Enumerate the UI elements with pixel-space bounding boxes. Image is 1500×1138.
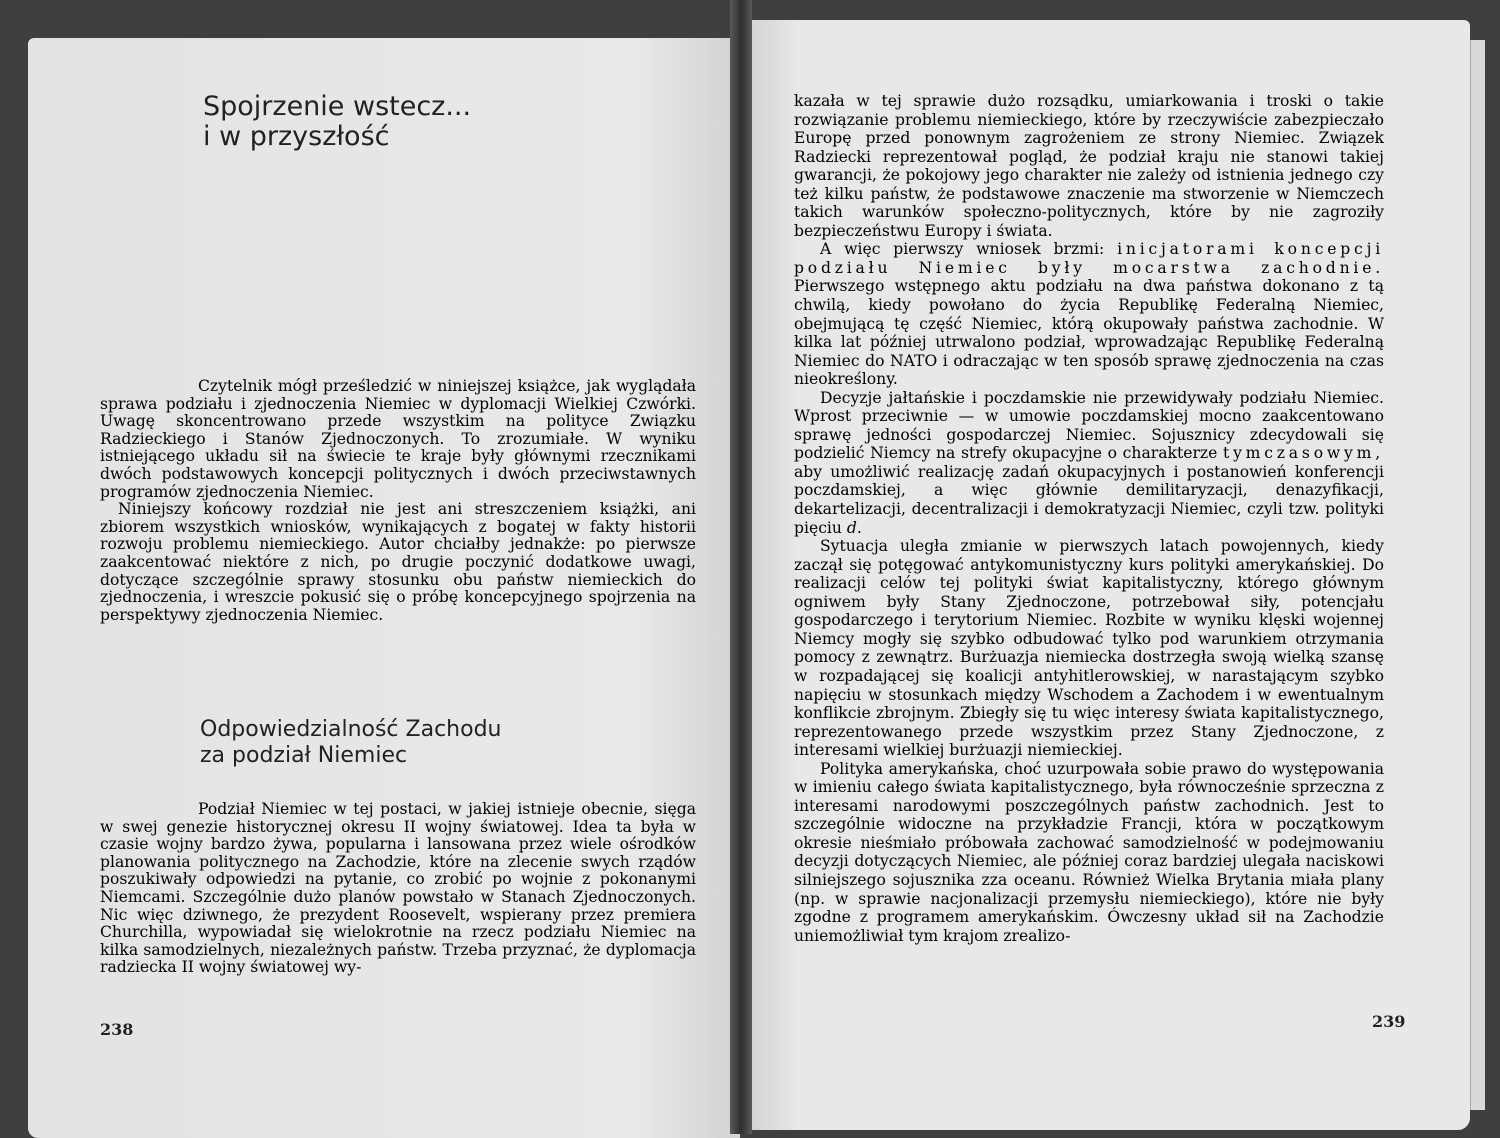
book-gutter [730, 0, 752, 1134]
right-page-text [794, 92, 1384, 945]
emphasized-text: tymczasowym, [1223, 444, 1384, 463]
body-paragraph: Podział Niemiec w tej postaci, w jakiej istnieje obecnie, sięga w swej genezie historycznej okresu II wojny światowej. Idea ta była w czasie wojny bardzo żywa, popularna i lansowana przez wiele ośrodków planowania politycznego na Zachodzie, które na zlecenie swych rządów poszukiwały odpowiedzi na pytanie, co zrobić po wojnie z pokonanymi Niemcami. Szczególnie dużo planów powstało w Stanach Zjednoczonych. Nic więc dziwnego, że prezydent Roosevelt, wspierany przez premiera Churchilla, wypowiadał się wielokrotnie na rzecz podziału Niemiec na kilka samodzielnych, niezależnych państw. Trzeba przyznać, że dyplomacja radziecka II wojny światowej wy- [100, 800, 696, 977]
section-heading [200, 717, 501, 769]
body-paragraph [794, 389, 1384, 537]
emphasized-text: inicjatorami koncepcji podziału Niemiec były mocarstwa zachodnie. [794, 240, 1384, 277]
intro-text [100, 378, 696, 624]
paragraph-text: aby umożliwić realizację zadań okupacyjnych i postanowień konferencji poczdamskiej, a więc głównie demilitaryzacji, denazyfikacji, dekartelizacji, decentralizacji i demokratyzacji Niemiec, czyli tzw. polityki pięciu [794, 462, 1384, 537]
page-number-left: 238 [100, 1020, 134, 1039]
body-paragraph: kazała w tej sprawie dużo rozsądku, umiarkowania i troski o takie rozwiązanie problemu niemieckiego, które by rzeczywiście zabezpieczało Europę przed ponownym zagrożeniem ze strony Niemiec. Związek Radziecki reprezentował pogląd, że podział kraju nie stanowi takiej gwarancji, że pokojowy jego charakter nie zależy od istnienia jednego czy też kilku państw, że podstawowe znaczenie ma stworzenie w Niemczech takich warunków społeczno-politycznych, które by nie zagroziły bezpieczeństwu Europy i świata. [794, 92, 1384, 240]
section-heading-line2: za podział Niemiec [200, 743, 408, 768]
intro-paragraph: Niniejszy końcowy rozdział nie jest ani streszczeniem książki, ani zbiorem wszystkich wniosków, wynikających z bogatej w fakty historii rozwoju problemu niemieckiego. Autor chciałby jednakże: po pierwsze zaakcentować niektóre z nich, po drugie poczynić dodatkowe uwagi, dotyczące szczególnie sprawy stosunku obu państw niemieckich do zjednoczenia, i wreszcie pokusić się o próbę koncepcyjnego spojrzenia na perspektywy zjednoczenia Niemiec. [100, 500, 696, 624]
chapter-heading-line2: i w przyszłość [203, 121, 390, 152]
section-heading-line1: Odpowiedzialność Zachodu [200, 717, 502, 742]
italic-text: d. [846, 518, 862, 537]
paragraph-text: A więc pierwszy wniosek brzmi: [820, 240, 1118, 259]
paragraph-text: Decyzje jałtańskie i poczdamskie nie przewidywały podziału Niemiec. Wprost przeciwnie — w umowie poczdamskiej mocno zaakcentowano sprawę jedności gospodarczej Niemiec. Sojusznicy zdecydowali się podzielić Niemcy na strefy okupacyjne o charakterze [794, 388, 1384, 463]
body-paragraph: Polityka amerykańska, choć uzurpowała sobie prawo do występowania w imieniu całego świata kapitalistycznego, była równocześnie sprzeczna z interesami narodowymi poszczególnych państw zachodnich. Jest to szczególnie widoczne na przykładzie Francji, która w początkowym okresie nieśmiało próbowała zachować samodzielność w podejmowaniu decyzji dotyczących Niemiec, ale później coraz bardziej ulegała naciskowi silniejszego sojusznika zza oceanu. Również Wielka Brytania miała plany (np. w sprawie nacjonalizacji przemysłu niemieckiego), które nie były zgodne z programem amerykańskim. Ówczesny układ sił na Zachodzie uniemożliwiał tym krajom zrealizo- [794, 759, 1384, 945]
page-edge [1470, 40, 1485, 1110]
page-number-right: 239 [1372, 1012, 1406, 1031]
chapter-heading [203, 92, 471, 152]
paragraph-text: Pierwszego wstępnego aktu podziału na dwa państwa dokonano z tą chwilą, kiedy powołano do życia Republikę Federalną Niemiec, obejmującą tę część Niemiec, którą okupowały państwa zachodnie. W kilka lat później utrwalono podział, wprowadzając Republikę Federalną Niemiec do NATO i odraczając w ten sposób sprawę zjednoczenia na czas nieokreślony. [794, 277, 1384, 389]
body-paragraph: Sytuacja uległa zmianie w pierwszych latach powojennych, kiedy zaczął się potęgować antykomunistyczny kurs polityki amerykańskiej. Do realizacji celów tej polityki świat kapitalistyczny, którego głównym ogniwem były Stany Zjednoczone, potrzebował siły, potencjału gospodarczego i terytorium Niemiec. Rozbite w wyniku klęski wojennej Niemcy mogły się szybko odbudować tylko pod warunkiem otrzymania pomocy z zewnątrz. Burżuazja niemiecka dostrzegła swoją wielką szansę w rozpadającej się koalicji antyhitlerowskiej, w narastającym szybko napięciu w stosunkach między Wschodem a Zachodem i w ewentualnym konflikcie zbrojnym. Zbiegły się tu więc interesy świata kapitalistycznego, reprezentowanego przede wszystkim przez Stany Zjednoczone, z interesami wielkiej burżuazji niemieckiej. [794, 537, 1384, 760]
chapter-heading-line1: Spojrzenie wstecz... [203, 91, 472, 122]
section-body [100, 801, 696, 977]
intro-paragraph: Czytelnik mógł prześledzić w niniejszej książce, jak wyglądała sprawa podziału i zjednoczenia Niemiec w dyplomacji Wielkiej Czwórki. Uwagę skoncentrowano przede wszystkim na polityce Związku Radzieckiego i Stanów Zjednoczonych. To zrozumiałe. W wyniku istniejącego układu sił na świecie te kraje były głównymi rzecznikami dwóch podstawowych koncepcji politycznych i dwóch przeciwstawnych programów zjednoczenia Niemiec. [100, 377, 696, 501]
conclusion-paragraph [794, 240, 1384, 388]
